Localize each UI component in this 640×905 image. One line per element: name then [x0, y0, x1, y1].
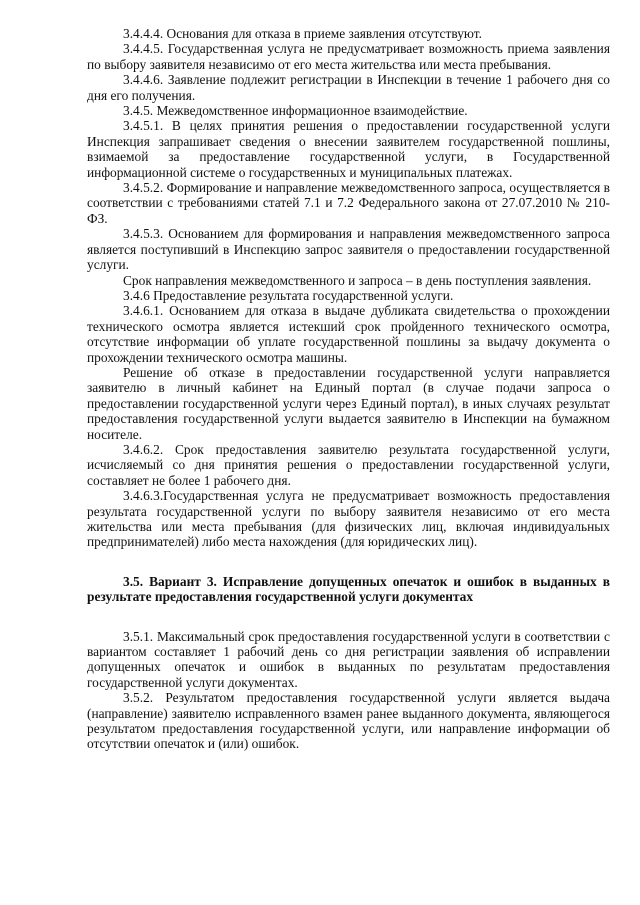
- paragraph-request-deadline: Срок направления межведомственного и запроса – в день поступления заявления.: [123, 272, 592, 288]
- paragraph-3-4-5-3: 3.4.5.3. Основанием для формирования и направления межведомственного запроса является поступивший в Инспекцию запрос заявителя о предоставлении государственной услуги.: [87, 226, 610, 273]
- paragraph-3-4-6-3: 3.4.6.3.Государственная услуга не предусматривает возможность предоставления результата государственной услуги по выбору заявителя независимо от его места жительства или места пребывания (для физических лиц, включая индивидуальных предпринимателей) либо места нахождения (для юридических лиц).: [87, 488, 610, 550]
- paragraph-3-4-6-2: 3.4.6.2. Срок предоставления заявителю результата государственной услуги, исчисляемый со дня принятия решения о предоставлении государственной услуги, составляет не более 1 рабочего дня.: [87, 441, 610, 488]
- paragraph-3-4-5: 3.4.5. Межведомственное информационное взаимодействие.: [123, 103, 468, 119]
- paragraph-3-4-4-4: 3.4.4.4. Основания для отказа в приеме заявления отсутствуют.: [123, 26, 482, 41]
- section-heading-3-5: 3.5. Вариант 3. Исправление допущенных опечаток и ошибок в выданных в результате предоставления государственной услуги документах: [87, 573, 610, 605]
- paragraph-3-4-6: 3.4.6 Предоставление результата государственной услуги.: [123, 287, 454, 303]
- paragraph-3-5-2: 3.5.2. Результатом предоставления государственной услуги является выдача (направление) заявителю исправленного взамен ранее выданного документа, являющегося результатом предоставления государственной услуги, или направление информации об отсутствии опечаток и (или) ошибок.: [87, 690, 610, 752]
- paragraph-3-4-4-6: 3.4.4.6. Заявление подлежит регистрации в Инспекции в течение 1 рабочего дня со дня его получения.: [87, 72, 610, 103]
- paragraph-refusal-decision: Решение об отказе в предоставлении государственной услуги направляется заявителю в личный кабинет на Единый портал (в случае подачи запроса о предоставлении государственной услуги через Единый портал), в иных случаях результат предоставления государственной услуги выдается заявителю в Инспекции на бумажном носителе.: [87, 364, 610, 442]
- paragraph-3-4-6-1: 3.4.6.1. Основанием для отказа в выдаче дубликата свидетельства о прохождении технического осмотра является истекший срок пройденного технического осмотра, отсутствие информации об уплате государственной пошлины за выдачу документа о прохождении технического осмотра машины.: [87, 303, 610, 365]
- paragraph-3-4-5-1: 3.4.5.1. В целях принятия решения о предоставлении государственной услуги Инспекция запрашивает сведения о внесении заявителем государственной пошлины, взимаемой за предоставление государственной услуги, в Государственной информационной системе о государственных и муниципальных платежах.: [87, 118, 610, 180]
- paragraph-3-4-4-5: 3.4.4.5. Государственная услуга не предусматривает возможность приема заявления по выбору заявителя независимо от его места жительства или места пребывания.: [87, 41, 610, 72]
- paragraph-3-5-1: 3.5.1. Максимальный срок предоставления государственной услуги в соответствии с вариантом составляет 1 рабочий день со дня регистрации заявления об исправлении допущенных опечаток и ошибок в выданных по результатам предоставления государственной услуги документах.: [87, 628, 610, 690]
- paragraph-3-4-5-2: 3.4.5.2. Формирование и направление межведомственного запроса, осуществляется в соответствии с требованиями статей 7.1 и 7.2 Федерального закона от 27.07.2010 № 210-ФЗ.: [87, 180, 610, 226]
